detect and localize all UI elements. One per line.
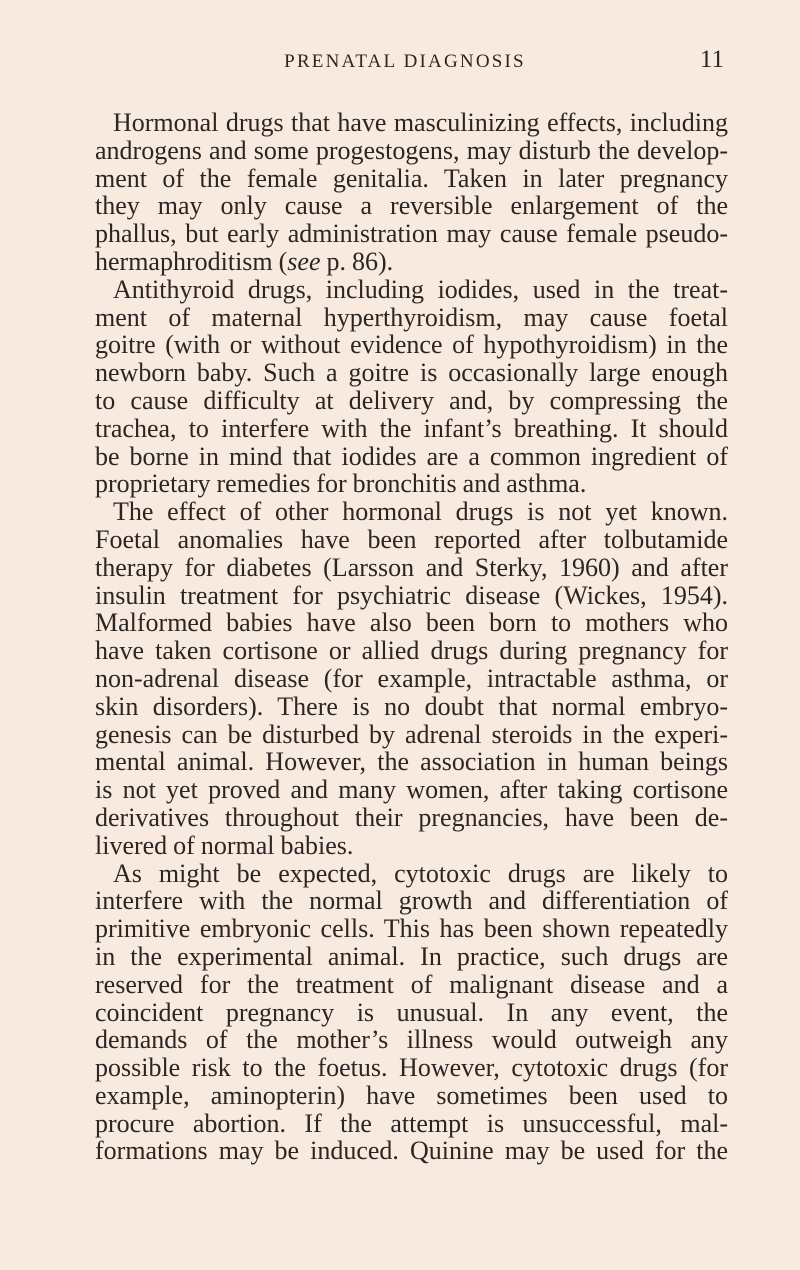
text-line: Foetal anomalies have been reported after tolbutamide [95, 524, 728, 554]
body-text [95, 109, 728, 1165]
text-line: ment of maternal hyperthyroidism, may cause foetal [95, 302, 728, 332]
text-line: demands of the mother’s illness would outweigh any [95, 1025, 728, 1055]
text-line: newborn baby. Such a goitre is occasionally large enough [95, 358, 728, 388]
text-line: As might be expected, cytotoxic drugs are likely to [113, 858, 728, 888]
text-line: they may only cause a reversible enlargement of the [95, 191, 728, 221]
text-line: livered of normal babies. [95, 830, 354, 860]
text-line: non-adrenal disease (for example, intractable asthma, or [95, 663, 728, 693]
page-header [95, 48, 728, 76]
text-line: proprietary remedies for bronchitis and asthma. [95, 469, 587, 499]
text-line: procure abortion. If the attempt is unsuccessful, mal- [95, 1108, 728, 1138]
text-line: Antithyroid drugs, including iodides, used in the treat- [113, 274, 728, 304]
text-line: hermaphroditism (see p. 86). [95, 246, 394, 276]
text-line: coincident pregnancy is unusual. In any event, the [95, 997, 728, 1027]
text-line: to cause difficulty at delivery and, by compressing the [95, 385, 728, 415]
text-line: skin disorders). There is no doubt that normal embryo- [95, 691, 728, 721]
text-line: example, aminopterin) have sometimes been used to [95, 1080, 728, 1110]
text-line: reserved for the treatment of malignant disease and a [95, 969, 728, 999]
text-line: is not yet proved and many women, after taking cortisone [95, 775, 728, 805]
text-line: goitre (with or without evidence of hypothyroidism) in the [95, 330, 728, 360]
text-line: Hormonal drugs that have masculinizing effects, including [113, 108, 728, 137]
text-line: have taken cortisone or allied drugs during pregnancy for [95, 636, 728, 666]
italic-see: see [287, 246, 321, 276]
text-line: genesis can be disturbed by adrenal steroids in the experi- [95, 719, 728, 749]
text-line: primitive embryonic cells. This has been shown repeatedly [95, 914, 728, 944]
page-number: 11 [699, 46, 724, 73]
text-line: androgens and some progestogens, may disturb the develop- [95, 135, 728, 165]
text-line: formations may be induced. Quinine may be used for the [95, 1136, 728, 1166]
text-line: derivatives throughout their pregnancies, have been de- [95, 802, 728, 832]
text-line: in the experimental animal. In practice, such drugs are [95, 941, 728, 971]
running-title: PRENATAL DIAGNOSIS [284, 51, 526, 72]
text-line: therapy for diabetes (Larsson and Sterky, 1960) and after [95, 552, 728, 582]
text-line: be borne in mind that iodides are a common ingredient of [95, 441, 728, 471]
text-line: phallus, but early administration may cause female pseudo- [95, 219, 728, 249]
text-line: possible risk to the foetus. However, cytotoxic drugs (for [95, 1053, 728, 1083]
text-line: The effect of other hormonal drugs is not yet known. [113, 497, 728, 527]
text-line: Malformed babies have also been born to mothers who [95, 608, 728, 638]
text-line: insulin treatment for psychiatric disease (Wickes, 1954). [95, 580, 728, 610]
text-line: trachea, to interfere with the infant’s breathing. It should [95, 413, 728, 443]
text-line: ment of the female genitalia. Taken in later pregnancy [95, 163, 728, 193]
text-line: mental animal. However, the association in human beings [95, 747, 728, 777]
text-line: interfere with the normal growth and differentiation of [95, 886, 728, 916]
